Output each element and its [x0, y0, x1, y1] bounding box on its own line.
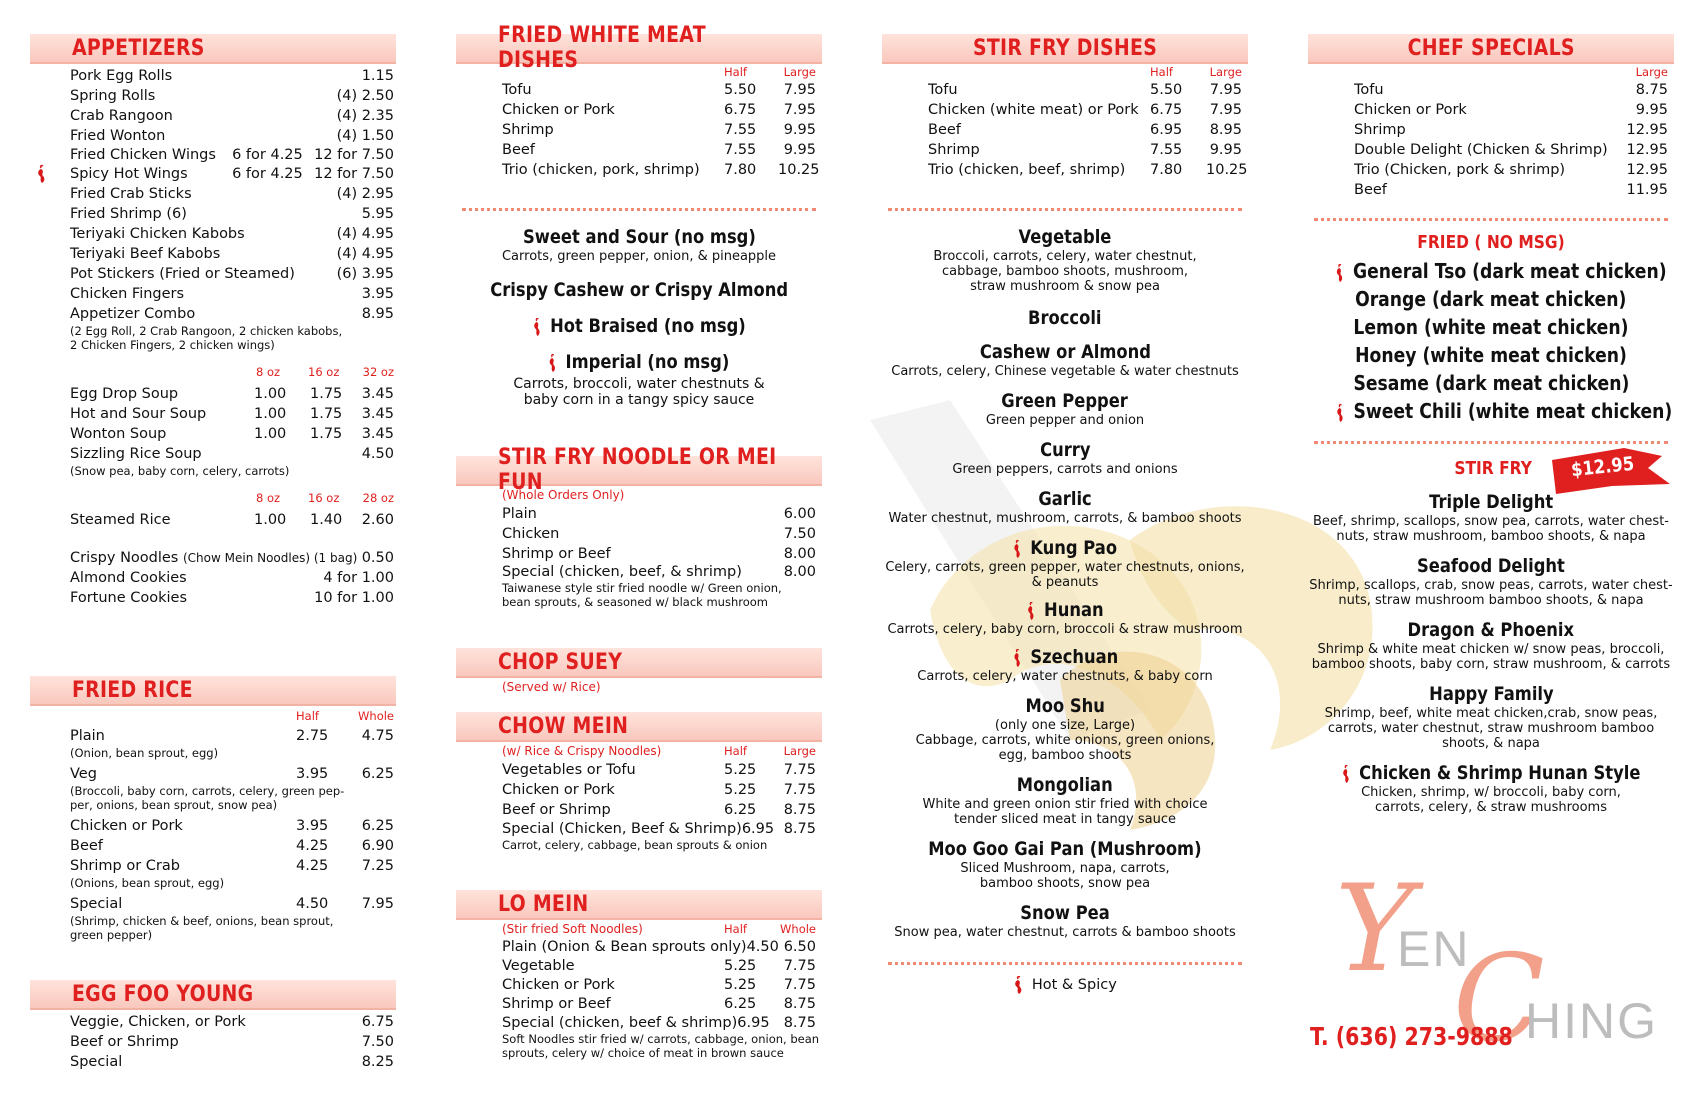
dish-item: Kung Pao Celery, carrots, green pepper, water chestnuts, onions, & peanuts [885, 537, 1245, 590]
pepper-icon [532, 317, 544, 337]
item-note: (Onions, bean sprout, egg) [70, 876, 225, 890]
menu-row: Veggie, Chicken, or Pork 6.75 [70, 1014, 394, 1030]
lo-mein-header: LO MEIN [456, 890, 822, 920]
item-note: green pepper) [70, 928, 153, 942]
pepper-icon [1013, 539, 1025, 559]
dish-item: Broccoli [1028, 307, 1102, 329]
menu-row: Vegetable 5.25 7.75 [502, 958, 816, 974]
dish-item: Imperial (no msg) Carrots, broccoli, water chestnuts & baby corn in a tangy spicy sauce [513, 351, 765, 408]
dish-item: Lemon (white meat chicken) [1353, 315, 1629, 339]
fried-white-header: FRIED WHITE MEAT DISHES [456, 34, 822, 64]
chef-size-header: Large [1635, 65, 1668, 79]
dish-item: Orange (dark meat chicken) [1355, 287, 1627, 311]
menu-row: Beef 6.95 8.95 [928, 122, 1242, 138]
logo-hing: HING [1525, 993, 1658, 1049]
dish-item: Sesame (dark meat chicken) [1353, 371, 1629, 395]
column-3 [882, 34, 1248, 995]
item-note: per, onions, bean sprout, snow pea) [70, 798, 278, 812]
menu-row: Almond Cookies 4 for 1.00 [70, 570, 394, 586]
combo-note: 2 Chicken Fingers, 2 chicken wings) [70, 338, 275, 352]
menu-row: Beef 4.25 6.90 [70, 838, 394, 854]
menu-row: Appetizer Combo 8.95 [70, 306, 394, 322]
menu-row: Fried Wonton (4) 1.50 [70, 128, 394, 144]
dish-item: Chicken & Shrimp Hunan Style Chicken, shrimp, w/ broccoli, baby corn, carrots, celery, & straw mushrooms [1308, 761, 1674, 815]
menu-row: Beef 11.95 [1354, 182, 1668, 198]
dish-item: Seafood Delight Shrimp, scallops, crab, snow peas, carrots, water chest- nuts, straw mushroom bamboo shoots, & napa [1309, 555, 1673, 608]
menu-row: Tofu 5.50 7.95 [928, 82, 1242, 98]
dish-item: Mongolian White and green onion stir fried with choice tender sliced meat in tangy sauce [922, 774, 1208, 827]
dish-item: Snow Pea Snow pea, water chestnut, carrots & bamboo shoots [894, 902, 1236, 940]
spicy-legend: Hot & Spicy [882, 975, 1248, 995]
fried-list [1308, 257, 1674, 425]
menu-row: Special (Chicken, Beef & Shrimp) 6.95 8.75 [502, 821, 816, 837]
divider [462, 208, 816, 211]
menu-row: Fortune Cookies 10 for 1.00 [70, 590, 394, 606]
menu-row: Plain 2.75 4.75 [70, 728, 394, 744]
dish-item: Crispy Cashew or Crispy Almond [490, 279, 788, 301]
stir-fry-size-header: Half Large [1150, 65, 1242, 79]
noodle-header: STIR FRY NOODLE OR MEI FUN [456, 456, 822, 486]
menu-row: Crispy Noodles (Chow Mein Noodles) (1 bag) 0.50 [70, 550, 394, 566]
dish-item: Moo Goo Gai Pan (Mushroom) Sliced Mushroom, napa, carrots, bamboo shoots, snow pea [928, 838, 1202, 891]
pepper-icon [36, 164, 50, 184]
fried-white-size-header: Half Large [724, 65, 816, 79]
stir-fry-special-header [1308, 450, 1674, 490]
fried-rice-section [30, 676, 396, 942]
egg-foo-young-header: EGG FOO YOUNG [30, 980, 396, 1010]
chop-suey-section [456, 648, 822, 696]
dish-item: General Tso (dark meat chicken) [1335, 257, 1667, 285]
menu-row: Tofu 5.50 7.95 [502, 82, 816, 98]
menu-row: Steamed Rice 1.00 1.40 2.60 [70, 512, 394, 528]
dish-item: Sweet Chili (white meat chicken) [1335, 397, 1672, 425]
menu-row: Chicken or Pork 6.75 7.95 [502, 102, 816, 118]
divider [1314, 218, 1668, 221]
item-note: bean sprouts, & seasoned w/ black mushroom [502, 595, 768, 609]
menu-row: Trio (chicken, beef, shrimp) 7.80 10.25 [928, 162, 1248, 178]
menu-row: Beef or Shrimp 6.25 8.75 [502, 802, 816, 818]
dish-item: Triple Delight Beef, shrimp, scallops, snow pea, carrots, water chest- nuts, straw mushroom, bamboo shoots, & napa [1313, 491, 1669, 544]
menu-row: Special (chicken, beef, & shrimp) 8.00 [502, 564, 816, 580]
menu-row: Teriyaki Chicken Kabobs (4) 4.95 [70, 226, 394, 242]
menu-row: Special (chicken, beef & shrimp) 6.95 8.75 [502, 1015, 816, 1031]
menu-row: Chicken or Pork 9.95 [1354, 102, 1668, 118]
item-note: (Shrimp, chicken & beef, onions, bean sprout, [70, 914, 334, 928]
menu-row: Beef or Shrimp 7.50 [70, 1034, 394, 1050]
dish-item: Honey (white meat chicken) [1355, 343, 1627, 367]
dish-item: Green Pepper Green pepper and onion [985, 390, 1145, 428]
menu-row: Spicy Hot Wings 6 for 4.25 12 for 7.50 [70, 165, 394, 184]
pepper-icon [1341, 764, 1353, 784]
fried-subtitle: FRIED ( NO MSG) [1417, 232, 1565, 253]
menu-row: Crab Rangoon (4) 2.35 [70, 108, 394, 124]
item-note: (Onion, bean sprout, egg) [70, 746, 219, 760]
menu-row: Trio (chicken, pork, shrimp) 7.80 10.25 [502, 162, 820, 178]
item-note: Soft Noodles stir fried w/ carrots, cabbage, onion, bean [502, 1032, 820, 1046]
menu-row: Double Delight (Chicken & Shrimp) 12.95 [1354, 142, 1668, 158]
menu-row: Fried Crab Sticks (4) 2.95 [70, 186, 394, 202]
menu-row: Veg 3.95 6.25 [70, 766, 394, 782]
menu-row: Shrimp 7.55 9.95 [928, 142, 1242, 158]
stir-fry-subtitle: STIR FRY [1454, 458, 1532, 479]
appetizers-list [30, 66, 396, 608]
appetizers-header [30, 34, 396, 64]
noodle-section [456, 445, 822, 609]
dish-item: Happy Family Shrimp, beef, white meat chicken,crab, snow peas, carrots, water chestnut, straw mushroom bamboo shoots, & napa [1324, 683, 1658, 751]
menu-row: Special 8.25 [70, 1054, 394, 1070]
menu-row: Hot and Sour Soup 1.00 1.75 3.45 [70, 406, 394, 422]
noodle-note: (Whole Orders Only) [502, 488, 625, 502]
menu-row: Pork Egg Rolls 1.15 [70, 68, 394, 84]
menu-row: Egg Drop Soup 1.00 1.75 3.45 [70, 386, 394, 402]
pepper-icon [548, 353, 560, 373]
menu-row: Chicken 7.50 [502, 526, 816, 542]
lo-mein-section [456, 890, 822, 1060]
soup-size-header: 8 oz 16 oz 32 oz [256, 365, 394, 379]
dish-item: Vegetable Broccoli, carrots, celery, water chestnut, cabbage, bamboo shoots, mushroom, straw mushroom & snow pea [933, 226, 1197, 294]
menu-row: Wonton Soup 1.00 1.75 3.45 [70, 426, 394, 442]
stir-fry-header: STIR FRY DISHES [882, 34, 1248, 64]
menu-row: Vegetables or Tofu 5.25 7.75 [502, 762, 816, 778]
dish-item: Moo Shu (only one size, Large) Cabbage, carrots, white onions, green onions, egg, bamboo shoots [915, 695, 1215, 763]
pepper-icon [1026, 601, 1038, 621]
menu-row: Shrimp 12.95 [1354, 122, 1668, 138]
fried-rice-header: FRIED RICE [30, 676, 396, 706]
appetizers-title: APPETIZERS [72, 35, 205, 61]
dish-item: Hunan Carrots, celery, baby corn, broccoli & straw mushroom [887, 599, 1243, 637]
logo-en: EN [1397, 921, 1471, 977]
menu-row: Chicken or Pork 3.95 6.25 [70, 818, 394, 834]
dish-item: Szechuan Carrots, celery, water chestnuts, & baby corn [917, 646, 1213, 684]
phone-number: T. (636) 273-9888 [1310, 1022, 1513, 1051]
menu-row: Shrimp or Beef 6.25 8.75 [502, 996, 816, 1012]
menu-row: Chicken Fingers 3.95 [70, 286, 394, 302]
menu-row: Special 4.50 7.95 [70, 896, 394, 912]
menu-row: Spring Rolls (4) 2.50 [70, 88, 394, 104]
dish-item: Garlic Water chestnut, mushroom, carrots, & bamboo shoots [888, 488, 1242, 526]
menu-row: Pot Stickers (Fried or Steamed) (6) 3.95 [70, 266, 394, 282]
column-4 [1308, 34, 1674, 815]
menu-row: Trio (Chicken, pork & shrimp) 12.95 [1354, 162, 1668, 178]
pepper-icon [1335, 263, 1347, 283]
column-1 [30, 34, 396, 608]
chow-mein-section [456, 712, 822, 852]
dish-item: Dragon & Phoenix Shrimp & white meat chicken w/ snow peas, broccoli, bamboo shoots, baby corn, straw mushroom, & carrots [1311, 619, 1671, 672]
dish-item: Curry Green peppers, carrots and onions [952, 439, 1178, 477]
menu-row: Chicken (white meat) or Pork 6.75 7.95 [928, 102, 1242, 118]
pepper-icon [1012, 648, 1024, 668]
menu-row: Tofu 8.75 [1354, 82, 1668, 98]
chow-mein-header: CHOW MEIN [456, 712, 822, 742]
menu-row: Shrimp or Beef 8.00 [502, 546, 816, 562]
menu-row: Beef 7.55 9.95 [502, 142, 816, 158]
menu-row: Plain 6.00 [502, 506, 816, 522]
rice-size-header: 8 oz 16 oz 28 oz [256, 491, 394, 505]
fried-rice-size-header: Half Whole [296, 709, 394, 723]
menu-row: Chicken or Pork 5.25 7.75 [502, 782, 816, 798]
menu-row: Sizzling Rice Soup 4.50 [70, 446, 394, 462]
combo-note: (2 Egg Roll, 2 Crab Rangoon, 2 chicken kabobs, [70, 324, 343, 338]
divider [888, 962, 1242, 965]
menu-row: Chicken or Pork 5.25 7.75 [502, 977, 816, 993]
menu-row: Shrimp or Crab 4.25 7.25 [70, 858, 394, 874]
item-note: (Broccoli, baby corn, carrots, celery, green pep- [70, 784, 345, 798]
divider [1314, 441, 1668, 444]
menu-row: Shrimp 7.55 9.95 [502, 122, 816, 138]
pepper-icon [1335, 403, 1347, 423]
chop-suey-header: CHOP SUEY [456, 648, 822, 678]
pepper-icon [1013, 975, 1027, 995]
sizzling-note: (Snow pea, baby corn, celery, carrots) [70, 464, 290, 478]
chow-mein-size-header: (w/ Rice & Crispy Noodles) Half Large [502, 744, 816, 758]
stir-fry-price: $12.95 [1570, 452, 1636, 482]
logo-c: C [1453, 930, 1545, 1069]
dish-item: Cashew or Almond Carrots, celery, Chinese vegetable & water chestnuts [891, 341, 1239, 379]
menu-row: Teriyaki Beef Kabobs (4) 4.95 [70, 246, 394, 262]
lo-mein-size-header: (Stir fried Soft Noodles) Half Whole [502, 922, 816, 936]
item-note: sprouts, celery w/ choice of meat in brown sauce [502, 1046, 784, 1060]
menu-row: Plain (Onion & Bean sprouts only) 4.50 6.50 [502, 939, 816, 955]
logo-y: Y [1335, 860, 1415, 999]
dish-item: Hot Braised (no msg) [456, 314, 822, 338]
item-note: Carrot, celery, cabbage, bean sprouts & onion [502, 838, 768, 852]
divider [888, 208, 1242, 211]
egg-foo-young-section [30, 980, 396, 1072]
column-2 [456, 23, 822, 408]
chop-suey-note: (Served w/ Rice) [502, 680, 601, 694]
dish-item: Sweet and Sour (no msg) Carrots, green pepper, onion, & pineapple [501, 226, 777, 264]
stir-fry-dish-list [882, 225, 1248, 940]
menu-row: Fried Shrimp (6) 5.95 [70, 206, 394, 222]
menu-row: Fried Chicken Wings 6 for 4.25 12 for 7.50 [70, 147, 394, 163]
chef-specials-header: CHEF SPECIALS [1308, 34, 1674, 64]
item-note: Taiwanese style stir fried noodle w/ Green onion, [502, 581, 782, 595]
